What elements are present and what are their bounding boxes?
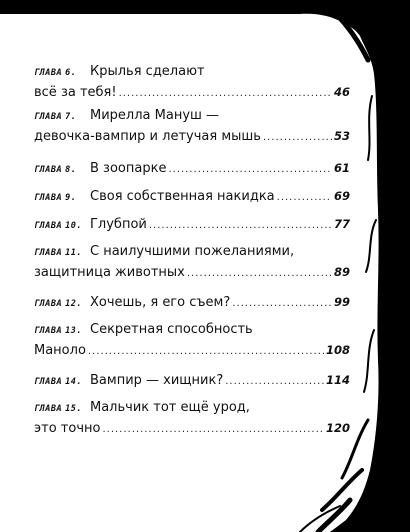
chapter-title: Секретная способность [90, 322, 253, 337]
dot-leader [187, 264, 332, 284]
dot-leader [168, 160, 332, 180]
dot-leader [102, 420, 324, 440]
chapter-label: ГЛАВА 10. [34, 221, 82, 231]
chapter-label: ГЛАВА 7. [34, 112, 77, 122]
chapter-label: ГЛАВА 13. [34, 326, 82, 336]
dot-leader [232, 294, 332, 314]
page-number: 120 [325, 421, 350, 435]
page-number: 46 [333, 85, 350, 99]
chapter-label: ГЛАВА 6. [34, 68, 77, 78]
chapter-title: В зоопарке [90, 161, 167, 176]
dot-leader [119, 84, 332, 104]
chapter-title: Своя собственная накидка [90, 189, 275, 204]
dot-leader [149, 216, 332, 236]
chapter-label: ГЛАВА 15. [34, 404, 82, 414]
chapter-title: Глубпой [90, 217, 147, 232]
chapter-title-cont: это точно [34, 421, 101, 436]
chapter-title: Вампир — хищник? [90, 373, 224, 388]
toc-entry-13[interactable] [34, 320, 350, 360]
toc-entry-8[interactable] [34, 158, 350, 178]
chapter-title-cont: всё за тебя! [34, 85, 117, 100]
toc-entry-15[interactable] [34, 398, 350, 438]
chapter-title-cont: Маноло [34, 343, 86, 358]
toc-entry-10[interactable] [34, 214, 350, 234]
dot-leader [88, 342, 324, 362]
dot-leader [263, 128, 332, 148]
toc-entry-9[interactable] [34, 186, 350, 206]
chapter-title: Крылья сделают [90, 64, 205, 79]
toc-entry-12[interactable] [34, 292, 350, 312]
page-number: 114 [325, 373, 350, 387]
page-number: 99 [333, 295, 350, 309]
chapter-title-cont: защитница животных [34, 265, 185, 280]
toc-entry-11[interactable] [34, 242, 350, 282]
page-number: 61 [333, 161, 350, 175]
chapter-title: Мирелла Мануш — [90, 108, 220, 123]
dot-leader [225, 372, 324, 392]
chapter-title-cont: девочка-вампир и летучая мышь [34, 129, 261, 144]
toc-entry-6[interactable] [34, 62, 350, 102]
toc-entry-7[interactable] [34, 106, 350, 146]
chapter-label: ГЛАВА 11. [34, 248, 82, 258]
chapter-label: ГЛАВА 8. [34, 165, 77, 175]
chapter-title: Мальчик тот ещё урод, [90, 400, 250, 415]
page-number: 89 [333, 265, 350, 279]
page-number: 53 [333, 129, 350, 143]
chapter-label: ГЛАВА 12. [34, 299, 82, 309]
chapter-title: Хочешь, я его съем? [90, 295, 231, 310]
chapter-label: ГЛАВА 14. [34, 377, 82, 387]
toc-entry-14[interactable] [34, 370, 350, 390]
page-number: 108 [325, 343, 350, 357]
chapter-title: С наилучшими пожеланиями, [90, 244, 295, 259]
page-number: 69 [333, 189, 350, 203]
dot-leader [277, 188, 332, 208]
page-number: 77 [333, 217, 350, 231]
chapter-label: ГЛАВА 9. [34, 193, 77, 203]
